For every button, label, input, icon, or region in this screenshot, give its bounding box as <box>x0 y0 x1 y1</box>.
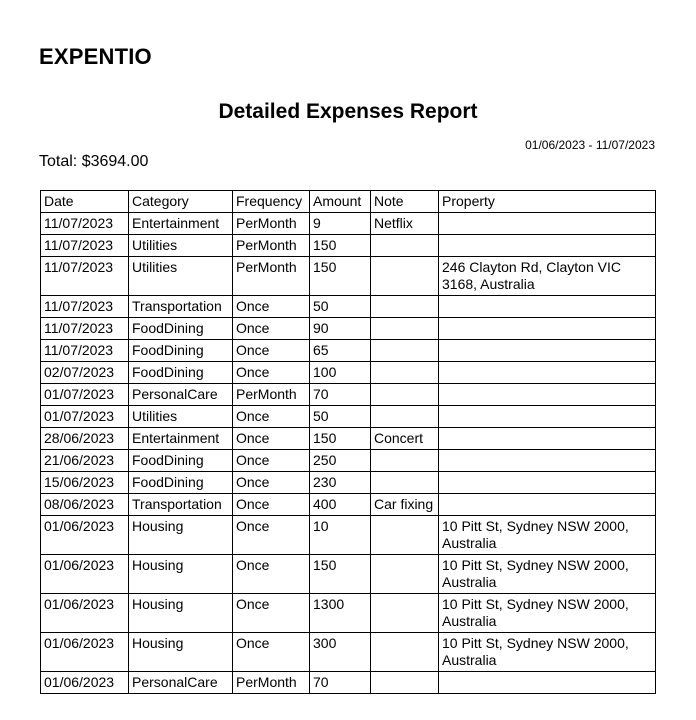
cell-frequency: Once <box>233 318 310 340</box>
cell-amount: 50 <box>310 406 371 428</box>
cell-category: FoodDining <box>129 362 233 384</box>
cell-property <box>439 428 656 450</box>
cell-category: Housing <box>129 555 233 594</box>
cell-frequency: Once <box>233 340 310 362</box>
cell-date: 01/06/2023 <box>41 633 129 672</box>
cell-date: 11/07/2023 <box>41 257 129 296</box>
cell-frequency: Once <box>233 472 310 494</box>
cell-date: 11/07/2023 <box>41 340 129 362</box>
report-title: Detailed Expenses Report <box>218 100 478 123</box>
cell-frequency: Once <box>233 450 310 472</box>
header-category: Category <box>129 191 233 213</box>
cell-amount: 150 <box>310 428 371 450</box>
cell-note <box>371 555 439 594</box>
cell-frequency: Once <box>233 362 310 384</box>
cell-date: 01/07/2023 <box>41 384 129 406</box>
table-row <box>41 555 656 594</box>
cell-property: 246 Clayton Rd, Clayton VIC 3168, Australia <box>439 257 656 296</box>
cell-amount: 300 <box>310 633 371 672</box>
cell-amount: 250 <box>310 450 371 472</box>
cell-frequency: PerMonth <box>233 235 310 257</box>
cell-amount: 70 <box>310 384 371 406</box>
date-range: 01/06/2023 - 11/07/2023 <box>525 138 655 152</box>
cell-note <box>371 406 439 428</box>
cell-frequency: Once <box>233 555 310 594</box>
cell-frequency: PerMonth <box>233 213 310 235</box>
cell-note <box>371 516 439 555</box>
cell-property <box>439 672 656 694</box>
cell-frequency: Once <box>233 494 310 516</box>
total-amount: Total: $3694.00 <box>39 153 149 170</box>
cell-frequency: PerMonth <box>233 672 310 694</box>
cell-property: 10 Pitt St, Sydney NSW 2000, Australia <box>439 516 656 555</box>
cell-frequency: PerMonth <box>233 257 310 296</box>
cell-category: Housing <box>129 516 233 555</box>
cell-amount: 100 <box>310 362 371 384</box>
header-note: Note <box>371 191 439 213</box>
cell-frequency: Once <box>233 428 310 450</box>
cell-frequency: Once <box>233 633 310 672</box>
cell-property: 10 Pitt St, Sydney NSW 2000, Australia <box>439 555 656 594</box>
table-row <box>41 213 656 235</box>
cell-category: Utilities <box>129 235 233 257</box>
expenses-table-container <box>40 190 655 694</box>
cell-date: 01/06/2023 <box>41 594 129 633</box>
cell-amount: 70 <box>310 672 371 694</box>
cell-note: Concert <box>371 428 439 450</box>
table-body <box>41 213 656 694</box>
cell-note <box>371 235 439 257</box>
expenses-table <box>40 190 656 694</box>
cell-property <box>439 406 656 428</box>
cell-date: 11/07/2023 <box>41 296 129 318</box>
header-amount: Amount <box>310 191 371 213</box>
header-frequency: Frequency <box>233 191 310 213</box>
cell-amount: 400 <box>310 494 371 516</box>
cell-date: 01/06/2023 <box>41 555 129 594</box>
table-row <box>41 672 656 694</box>
header-property: Property <box>439 191 656 213</box>
cell-amount: 10 <box>310 516 371 555</box>
table-row <box>41 633 656 672</box>
table-row <box>41 318 656 340</box>
table-row <box>41 494 656 516</box>
cell-amount: 230 <box>310 472 371 494</box>
cell-category: Utilities <box>129 257 233 296</box>
cell-property: 10 Pitt St, Sydney NSW 2000, Australia <box>439 594 656 633</box>
cell-property <box>439 362 656 384</box>
cell-frequency: Once <box>233 594 310 633</box>
cell-note <box>371 450 439 472</box>
cell-property <box>439 450 656 472</box>
cell-property <box>439 494 656 516</box>
cell-category: PersonalCare <box>129 672 233 694</box>
table-row <box>41 235 656 257</box>
cell-category: FoodDining <box>129 318 233 340</box>
cell-category: FoodDining <box>129 340 233 362</box>
table-row <box>41 406 656 428</box>
cell-note <box>371 594 439 633</box>
cell-property <box>439 213 656 235</box>
cell-category: Entertainment <box>129 428 233 450</box>
cell-date: 11/07/2023 <box>41 213 129 235</box>
cell-note: Car fixing <box>371 494 439 516</box>
cell-property <box>439 472 656 494</box>
cell-property <box>439 296 656 318</box>
brand-title: EXPENTIO <box>39 44 152 69</box>
cell-property <box>439 384 656 406</box>
table-row <box>41 516 656 555</box>
table-row <box>41 340 656 362</box>
cell-date: 01/06/2023 <box>41 516 129 555</box>
cell-note <box>371 318 439 340</box>
table-row <box>41 594 656 633</box>
cell-category: FoodDining <box>129 472 233 494</box>
cell-property <box>439 235 656 257</box>
cell-note <box>371 384 439 406</box>
cell-category: Transportation <box>129 296 233 318</box>
cell-date: 15/06/2023 <box>41 472 129 494</box>
cell-category: Utilities <box>129 406 233 428</box>
cell-category: PersonalCare <box>129 384 233 406</box>
cell-amount: 150 <box>310 555 371 594</box>
cell-date: 11/07/2023 <box>41 318 129 340</box>
cell-date: 01/06/2023 <box>41 672 129 694</box>
cell-date: 21/06/2023 <box>41 450 129 472</box>
cell-note <box>371 257 439 296</box>
cell-note <box>371 362 439 384</box>
cell-date: 08/06/2023 <box>41 494 129 516</box>
cell-property <box>439 318 656 340</box>
cell-date: 28/06/2023 <box>41 428 129 450</box>
cell-category: Housing <box>129 633 233 672</box>
cell-frequency: Once <box>233 296 310 318</box>
cell-amount: 150 <box>310 257 371 296</box>
cell-note <box>371 472 439 494</box>
table-header <box>41 191 656 213</box>
cell-amount: 150 <box>310 235 371 257</box>
cell-date: 02/07/2023 <box>41 362 129 384</box>
cell-amount: 1300 <box>310 594 371 633</box>
header-row <box>41 191 656 213</box>
cell-amount: 90 <box>310 318 371 340</box>
cell-note <box>371 296 439 318</box>
cell-category: Entertainment <box>129 213 233 235</box>
cell-date: 11/07/2023 <box>41 235 129 257</box>
cell-amount: 9 <box>310 213 371 235</box>
cell-amount: 50 <box>310 296 371 318</box>
cell-note: Netflix <box>371 213 439 235</box>
table-row <box>41 257 656 296</box>
cell-frequency: Once <box>233 406 310 428</box>
cell-category: Transportation <box>129 494 233 516</box>
table-row <box>41 450 656 472</box>
cell-frequency: PerMonth <box>233 384 310 406</box>
table-row <box>41 296 656 318</box>
cell-date: 01/07/2023 <box>41 406 129 428</box>
cell-note <box>371 672 439 694</box>
table-row <box>41 472 656 494</box>
table-row <box>41 384 656 406</box>
cell-note <box>371 633 439 672</box>
cell-property <box>439 340 656 362</box>
cell-property: 10 Pitt St, Sydney NSW 2000, Australia <box>439 633 656 672</box>
cell-amount: 65 <box>310 340 371 362</box>
table-row <box>41 362 656 384</box>
cell-frequency: Once <box>233 516 310 555</box>
header-date: Date <box>41 191 129 213</box>
cell-note <box>371 340 439 362</box>
table-row <box>41 428 656 450</box>
cell-category: FoodDining <box>129 450 233 472</box>
cell-category: Housing <box>129 594 233 633</box>
